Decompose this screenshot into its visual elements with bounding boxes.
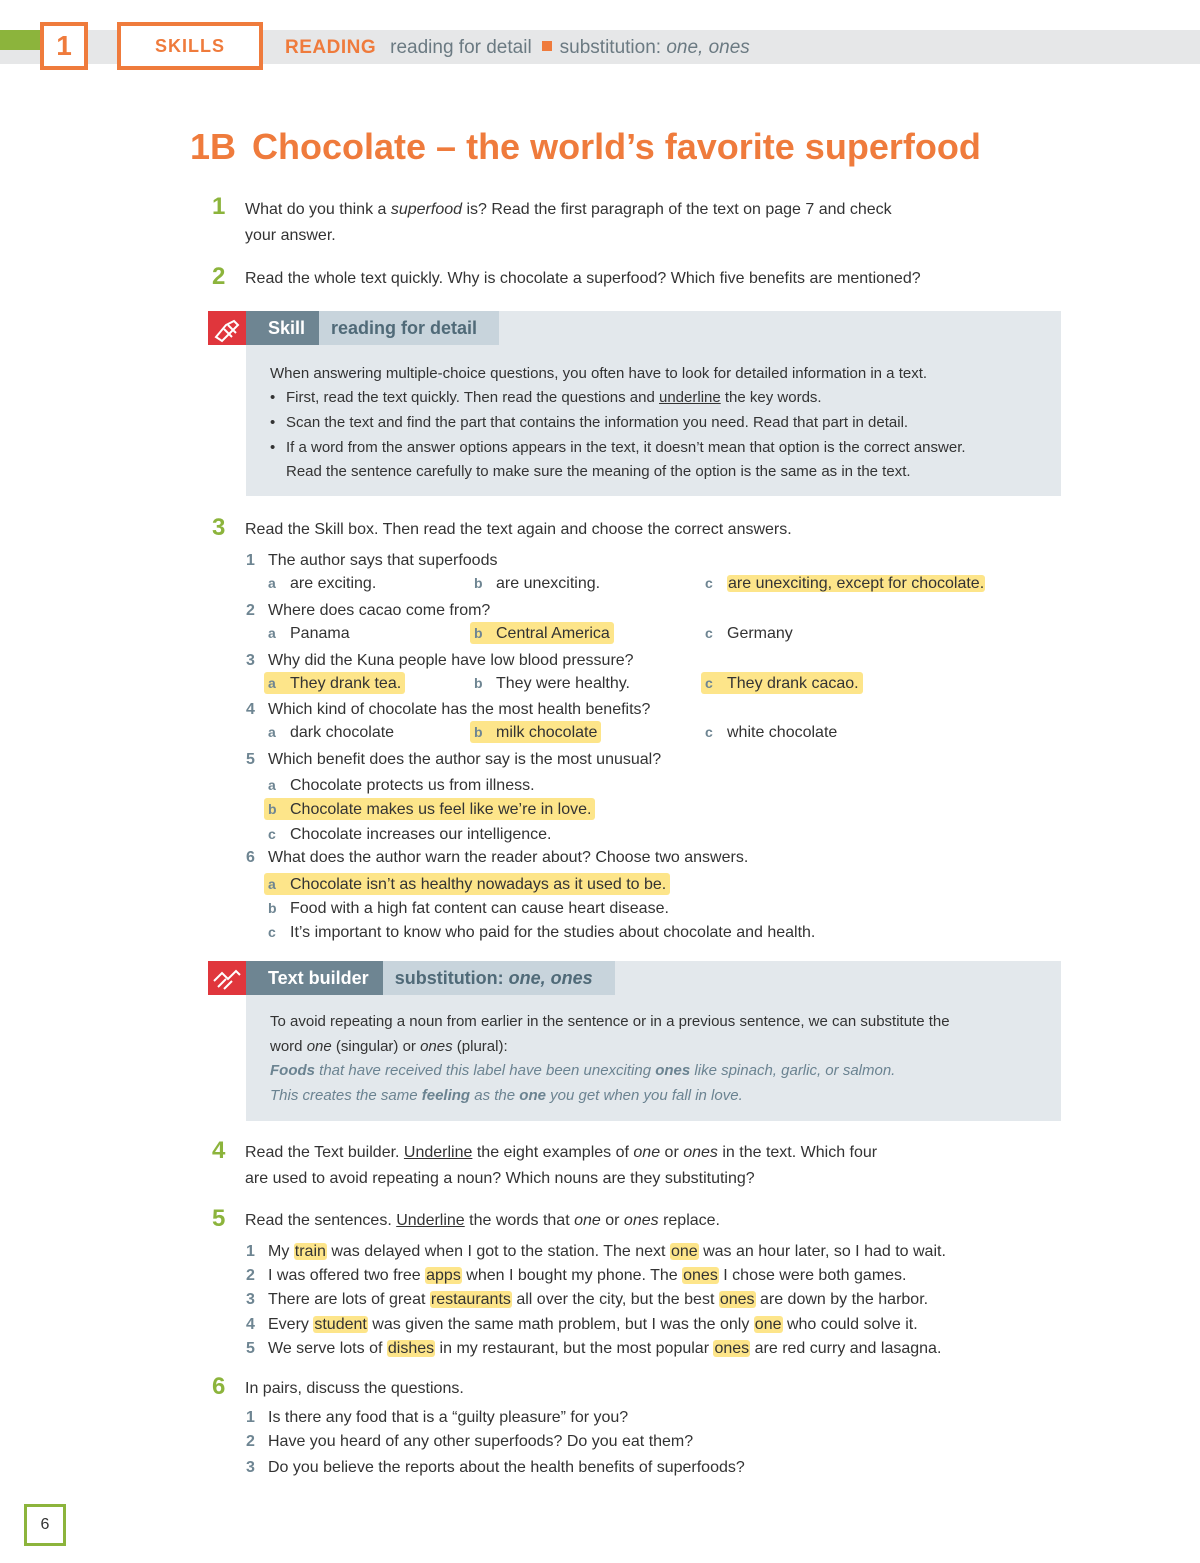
option-text: They drank tea.: [290, 675, 402, 692]
ex4-a: Read the Text builder.: [245, 1144, 404, 1161]
option-text: It’s important to know who paid for the studies about chocolate and health.: [290, 924, 816, 941]
option-text-highlighted: are unexciting, except for chocolate.: [728, 575, 985, 592]
highlight-substitute: ones: [719, 1291, 755, 1308]
ex5-c: or: [600, 1212, 624, 1229]
part: We serve lots of: [268, 1340, 387, 1357]
option-text: are unexciting.: [496, 575, 601, 592]
bullet-icon: •: [270, 389, 276, 406]
part: are red curry and lasagna.: [750, 1340, 942, 1357]
option-text: Chocolate isn’t as healthy nowadays as it used to be.: [290, 876, 667, 893]
option-letter: c: [705, 575, 713, 591]
highlight-noun: train: [294, 1243, 326, 1260]
part: in my restaurant, but the most popular: [435, 1340, 714, 1357]
ex5-b: the words that: [464, 1212, 575, 1229]
option-text: are exciting.: [290, 575, 377, 592]
skill-bullet-2: [270, 411, 908, 435]
q6-option-b[interactable]: [268, 897, 669, 919]
q1-text: The author says that superfoods: [268, 552, 498, 569]
option-letter: a: [268, 876, 276, 892]
ex5-d: replace.: [658, 1212, 720, 1229]
text-builder-header: [246, 961, 615, 995]
square-bullet-icon: [542, 41, 552, 51]
option-letter: a: [268, 625, 276, 641]
tb-l2-c: (plural):: [452, 1038, 508, 1055]
highlight-substitute: one: [670, 1243, 698, 1260]
ex5-item-1: [268, 1243, 946, 1261]
header-reading-label: READING: [285, 37, 377, 58]
skill-subtitle: reading for detail: [331, 317, 478, 338]
unit-number-badge: 1: [40, 22, 88, 70]
highlight-noun: student: [314, 1316, 367, 1333]
ex4-italic-ones: ones: [683, 1144, 718, 1161]
q2-option-a[interactable]: [268, 622, 350, 644]
highlight-substitute: ones: [714, 1340, 750, 1357]
part: when I bought my phone. The: [461, 1267, 683, 1284]
highlight-substitute: one: [754, 1316, 782, 1333]
page-number: 6: [24, 1504, 66, 1546]
option-text: Central America: [496, 625, 610, 642]
ex4-italic-one: one: [633, 1144, 661, 1161]
exercise-5-number: 5: [212, 1205, 226, 1232]
tb-sub-prefix: substitution:: [394, 967, 509, 988]
exercise-6-number: 6: [212, 1373, 226, 1400]
option-letter: c: [705, 625, 713, 641]
q2-number: 2: [246, 602, 255, 619]
option-text: Chocolate protects us from illness.: [290, 777, 535, 794]
part: There are lots of great: [268, 1291, 430, 1308]
tb-e1-bold-ones: ones: [655, 1062, 691, 1079]
option-letter: b: [474, 575, 483, 591]
page-title: [190, 126, 981, 168]
tb-e1-t2: like spinach, garlic, or salmon.: [690, 1062, 896, 1079]
ex1-text-b: is? Read the first paragraph of the text on page 7 and check: [462, 201, 892, 218]
exercise-3-text: Read the Skill box. Then read the text again and choose the correct answers.: [245, 521, 792, 538]
option-letter: c: [268, 924, 276, 940]
text-builder-subtitle: [383, 968, 615, 989]
part: I was offered two free: [268, 1267, 426, 1284]
q6-option-c[interactable]: [268, 921, 815, 943]
ex5-underline: Underline: [396, 1212, 465, 1229]
text-builder-tab-label: Text builder: [246, 961, 383, 995]
q3-option-a[interactable]: [264, 672, 405, 694]
part: all over the city, but the best: [511, 1291, 719, 1308]
q4-option-c[interactable]: [705, 721, 837, 743]
ex5-item-2-number: 2: [246, 1267, 255, 1284]
exercise-1-number: 1: [212, 193, 226, 220]
ex5-item-4: [268, 1316, 918, 1334]
lesson-code: 1B: [190, 126, 237, 167]
header-green-strip: [0, 30, 44, 50]
header-topics: [285, 37, 750, 59]
bullet-icon: •: [270, 414, 276, 431]
option-text: white chocolate: [727, 724, 838, 741]
skill-intro: When answering multiple-choice questions, you often have to look for detailed information in a text.: [270, 365, 928, 382]
option-letter: b: [474, 625, 483, 641]
skill-bullet-3-cont: Read the sentence carefully to make sure the meaning of the option is the same as in the text.: [286, 463, 911, 480]
q5-option-b[interactable]: [264, 798, 595, 820]
ex5-item-2: [268, 1267, 906, 1285]
part: was given the same math problem, but I was the only: [367, 1316, 754, 1333]
ex4-b: the eight examples of: [472, 1144, 634, 1161]
q2-option-c[interactable]: [705, 622, 793, 644]
highlight-noun: apps: [426, 1267, 461, 1284]
q2-option-b[interactable]: [470, 622, 614, 644]
exercise-5-text: [245, 1208, 720, 1234]
part: I chose were both games.: [718, 1267, 907, 1284]
bullet-icon: •: [270, 439, 276, 456]
tb-e2-bold-feeling: feeling: [421, 1087, 471, 1104]
ex1-italic-superfood: superfood: [390, 201, 463, 218]
tb-e2-t1: This creates the same: [270, 1087, 422, 1104]
option-text: dark chocolate: [290, 724, 395, 741]
q5-option-c[interactable]: [268, 823, 551, 845]
option-letter: b: [268, 900, 277, 916]
q4-option-a[interactable]: [268, 721, 394, 743]
tb-example-1: [270, 1059, 895, 1083]
tb-e2-bold-one: one: [519, 1087, 546, 1104]
tb-sub-italic: one, ones: [508, 967, 593, 988]
skill-hand-icon: [208, 311, 246, 345]
tb-l2-ones: ones: [420, 1038, 453, 1055]
tb-e1-bold-foods: Foods: [270, 1062, 315, 1079]
ex4-c: or: [660, 1144, 684, 1161]
ex5-item-5: [268, 1340, 941, 1358]
part: who could solve it.: [782, 1316, 918, 1333]
tb-l2-b: (singular) or: [331, 1038, 421, 1055]
q3-text: Why did the Kuna people have low blood pressure?: [268, 652, 634, 669]
part: Every: [268, 1316, 314, 1333]
skill-b1-a: First, read the text quickly. Then read the questions and: [286, 389, 659, 406]
option-letter: b: [474, 724, 483, 740]
q4-text: Which kind of chocolate has the most health benefits?: [268, 701, 651, 718]
option-text: milk chocolate: [496, 724, 598, 741]
ex5-italic-one: one: [574, 1212, 601, 1229]
ex5-item-4-number: 4: [246, 1316, 255, 1333]
option-letter: a: [268, 575, 276, 591]
part: My: [268, 1243, 294, 1260]
q4-option-b[interactable]: [470, 721, 601, 743]
exercise-2-number: 2: [212, 263, 226, 290]
ex6-item-1: Is there any food that is a “guilty pleasure” for you?: [268, 1409, 629, 1426]
skill-b1-b: the key words.: [720, 389, 822, 406]
tb-line-2: [270, 1035, 508, 1059]
exercise-3-number: 3: [212, 514, 226, 541]
option-text: Chocolate makes us feel like we’re in love.: [290, 801, 592, 818]
option-letter: a: [268, 724, 276, 740]
skill-bullet-1: [270, 386, 822, 410]
option-letter: b: [474, 675, 483, 691]
exercise-4-number: 4: [212, 1137, 226, 1164]
part: was delayed when I got to the station. The next: [326, 1243, 670, 1260]
text-builder-icon: [208, 961, 246, 995]
q5-option-a[interactable]: [268, 774, 535, 796]
exercise-2-text: Read the whole text quickly. Why is chocolate a superfood? Which five benefits are mentioned?: [245, 270, 921, 287]
q1-number: 1: [246, 552, 255, 569]
ex6-item-3-number: 3: [246, 1459, 255, 1476]
lesson-title: Chocolate – the world’s favorite superfood: [252, 126, 981, 167]
ex5-item-1-number: 1: [246, 1243, 255, 1260]
ex5-item-5-number: 5: [246, 1340, 255, 1357]
exercise-4-text: [245, 1140, 877, 1192]
skill-bullet-3: [270, 436, 966, 460]
q2-text: Where does cacao come from?: [268, 602, 491, 619]
tb-example-2: [270, 1084, 743, 1108]
option-text: Food with a high fat content can cause heart disease.: [290, 900, 669, 917]
skills-badge: SKILLS: [117, 22, 263, 70]
q5-text: Which benefit does the author say is the most unusual?: [268, 751, 662, 768]
ex4-d: in the text. Which four: [717, 1144, 878, 1161]
option-text: Chocolate increases our intelligence.: [290, 826, 552, 843]
skill-b2: Scan the text and find the part that contains the information you need. Read that part in detail.: [286, 414, 909, 431]
q6-number: 6: [246, 849, 255, 866]
option-text: They drank cacao.: [727, 675, 859, 692]
option-text: Panama: [290, 625, 350, 642]
q3-number: 3: [246, 652, 255, 669]
ex4-line2: are used to avoid repeating a noun? Which nouns are they substituting?: [245, 1170, 755, 1187]
option-letter: a: [268, 777, 276, 793]
option-text: They were healthy.: [496, 675, 630, 692]
tb-e1-t1: that have received this label have been unexciting: [315, 1062, 656, 1079]
ex6-item-2: Have you heard of any other superfoods? Do you eat them?: [268, 1433, 694, 1450]
highlight-substitute: ones: [683, 1267, 718, 1284]
tb-l2-one: one: [306, 1038, 332, 1055]
header-topic-2: substitution:: [559, 37, 667, 58]
skill-box-header: [246, 311, 499, 345]
header-topic-1: reading for detail: [390, 37, 532, 58]
ex5-italic-ones: ones: [623, 1212, 659, 1229]
option-text: Germany: [727, 625, 793, 642]
option-letter: c: [705, 675, 713, 691]
skill-tab-label: Skill: [246, 311, 319, 345]
skill-b1-underline: underline: [659, 389, 721, 406]
q5-number: 5: [246, 751, 255, 768]
ex6-item-3: Do you believe the reports about the health benefits of superfoods?: [268, 1459, 745, 1476]
part: are down by the harbor.: [755, 1291, 929, 1308]
exercise-6-text: In pairs, discuss the questions.: [245, 1380, 464, 1397]
highlight-noun: restaurants: [430, 1291, 511, 1308]
q1-option-a[interactable]: [268, 572, 376, 594]
tb-line-1: To avoid repeating a noun from earlier in the sentence or in a previous sentence, we can substitute the: [270, 1013, 950, 1030]
option-letter: c: [268, 826, 276, 842]
q3-option-b[interactable]: [474, 672, 630, 694]
header-topic-2-italic: one, ones: [666, 37, 750, 58]
ex5-item-3-number: 3: [246, 1291, 255, 1308]
tb-e2-t2: as the: [470, 1087, 520, 1104]
ex4-underline: Underline: [403, 1144, 473, 1161]
q6-text: What does the author warn the reader about? Choose two answers.: [268, 849, 749, 866]
q1-option-b[interactable]: [474, 572, 600, 594]
option-letter: c: [705, 724, 713, 740]
ex6-item-1-number: 1: [246, 1409, 255, 1426]
ex6-item-2-number: 2: [246, 1433, 255, 1450]
q3-option-c[interactable]: [701, 672, 863, 694]
q4-number: 4: [246, 701, 255, 718]
part: was an hour later, so I had to wait.: [698, 1243, 946, 1260]
ex5-a: Read the sentences.: [245, 1212, 397, 1229]
option-letter: b: [268, 801, 277, 817]
tb-e2-t3: you get when you fall in love.: [545, 1087, 743, 1104]
highlight-noun: dishes: [387, 1340, 435, 1357]
exercise-1-text: [245, 197, 892, 249]
q1-option-c[interactable]: [705, 572, 985, 594]
option-letter: a: [268, 675, 276, 691]
ex1-text-a: What do you think a: [245, 201, 391, 218]
q6-option-a[interactable]: [264, 873, 670, 895]
ex5-item-3: [268, 1291, 928, 1309]
ex1-text-line2: your answer.: [245, 227, 336, 244]
skill-b3-line1: If a word from the answer options appears in the text, it doesn’t mean that option is the correct answer.: [286, 439, 966, 456]
tb-l2-a: word: [270, 1038, 307, 1055]
